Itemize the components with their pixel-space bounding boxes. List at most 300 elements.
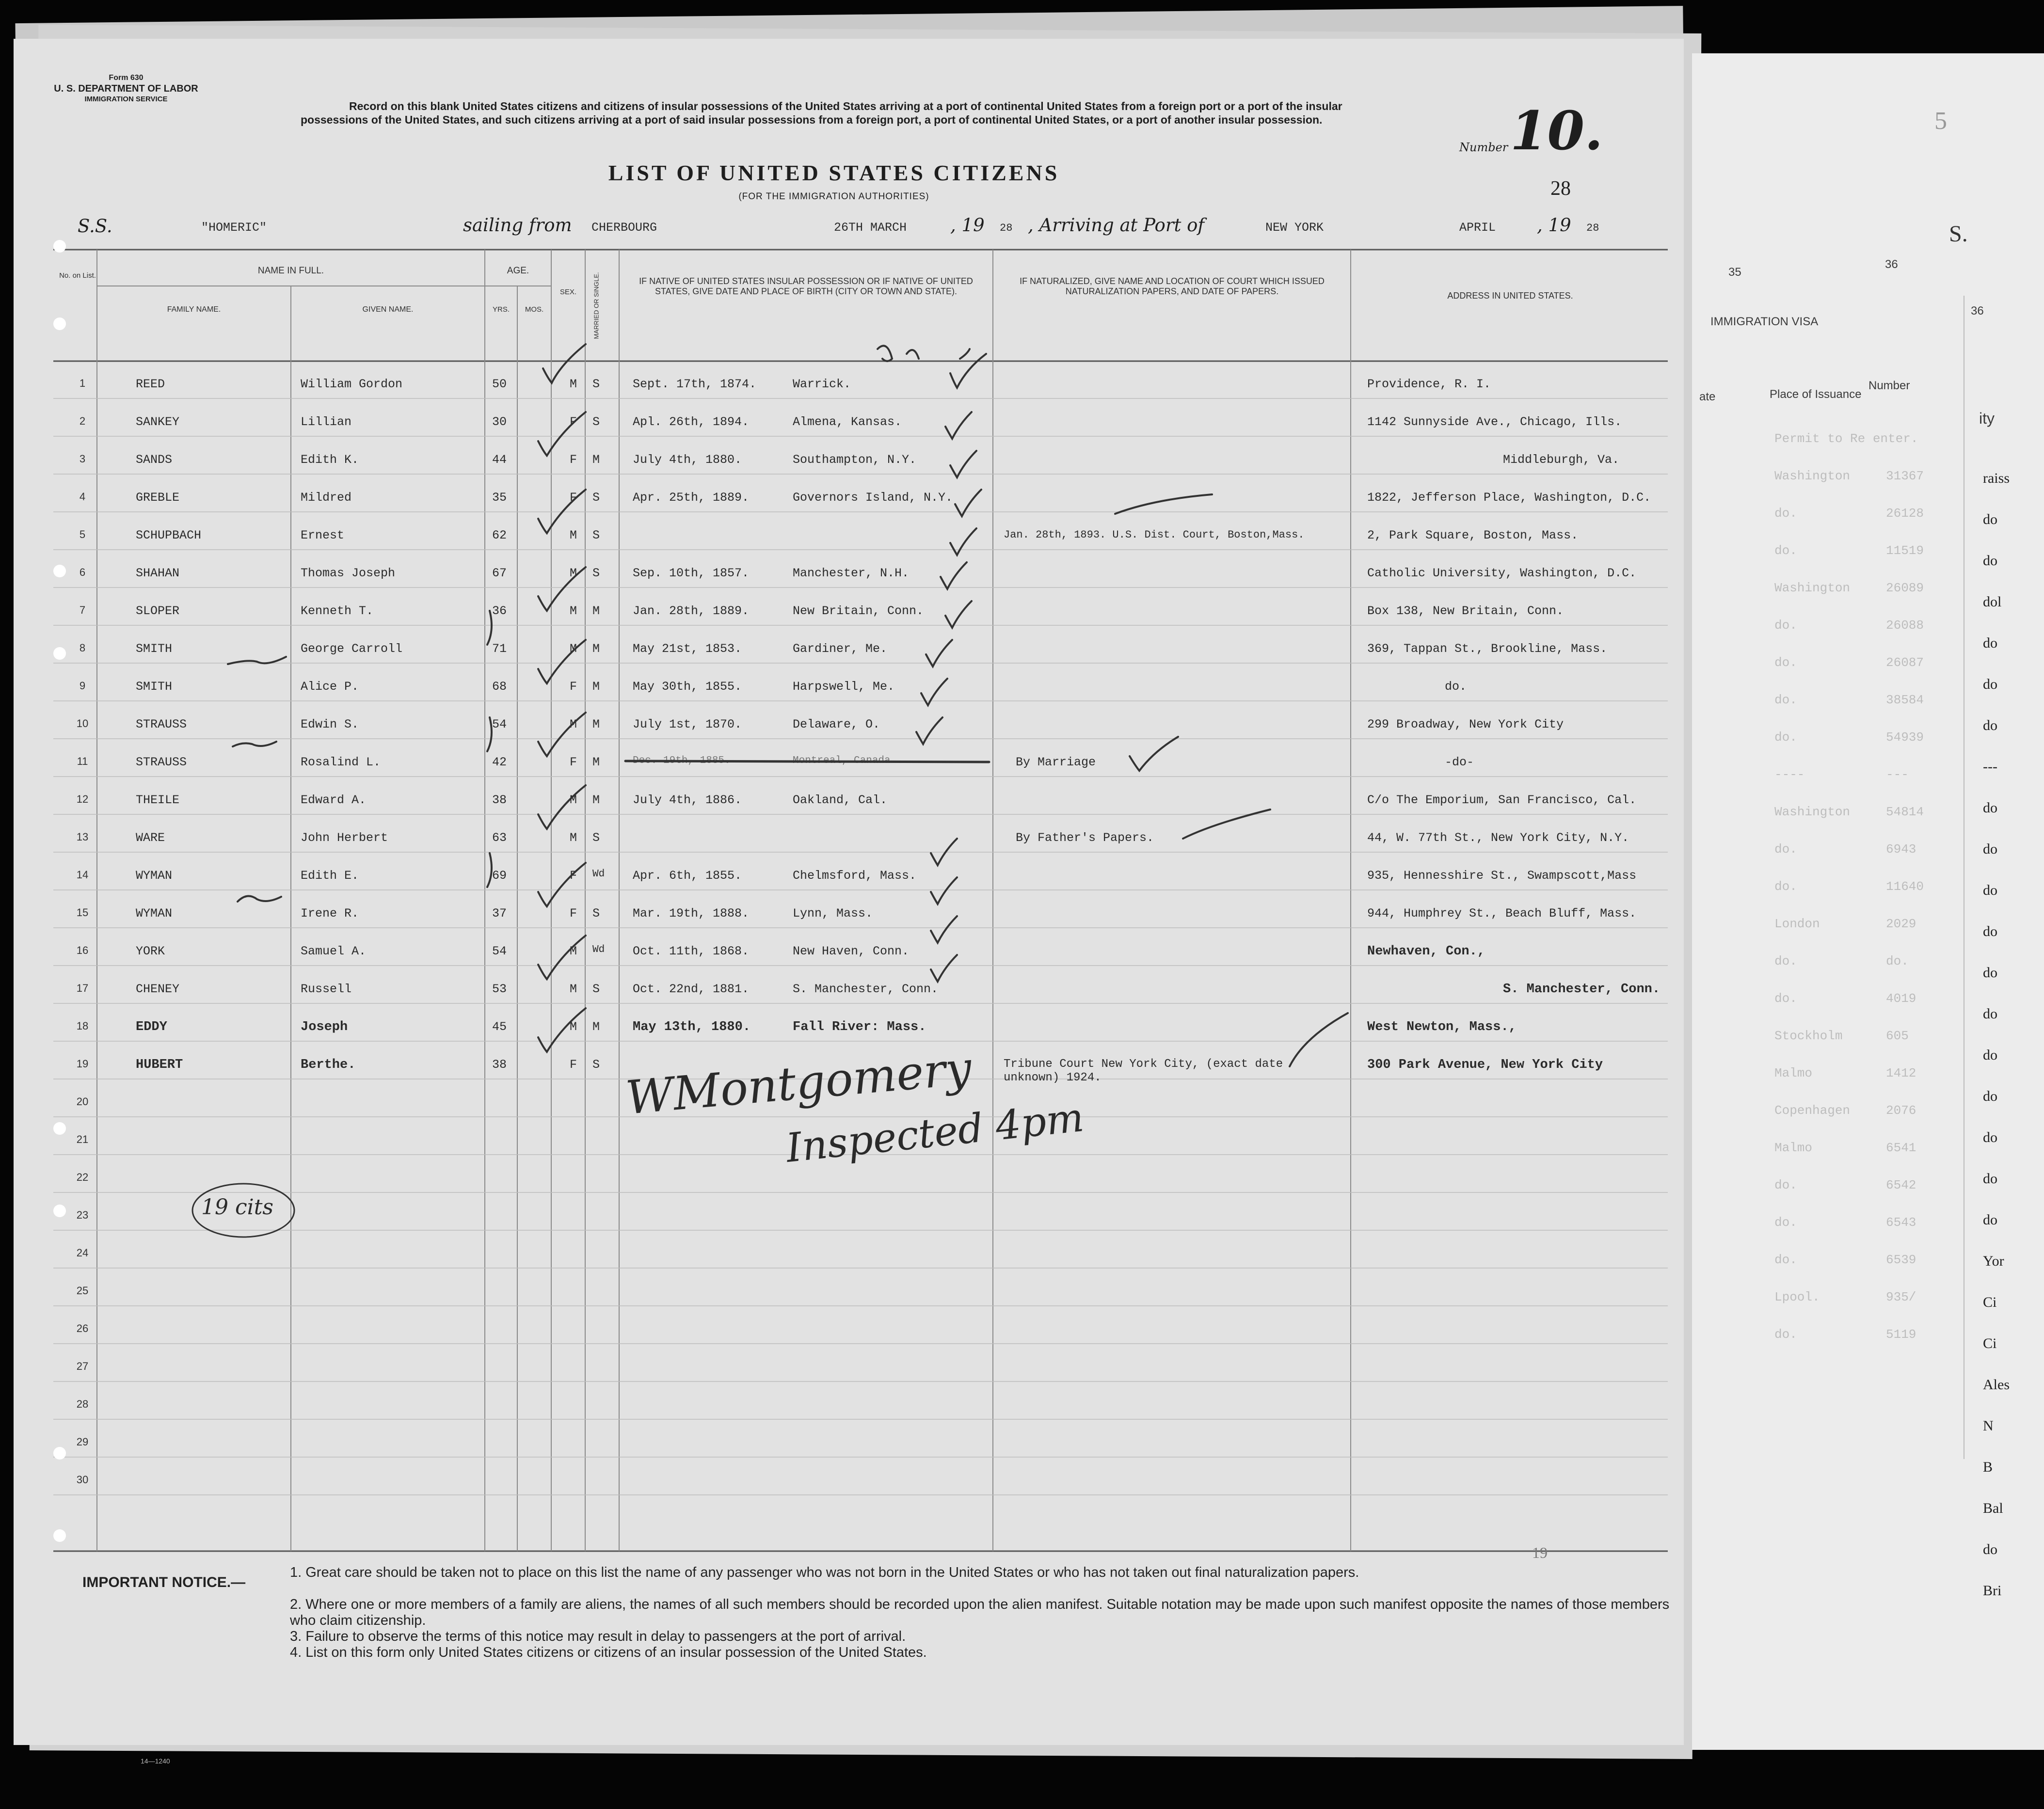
- age-years: 44: [492, 453, 507, 467]
- inspector-signature: WMontgomery: [623, 1042, 974, 1125]
- notice-item: 4. List on this form only United States citizens or citizens of an insular possession of the United States.: [290, 1645, 927, 1660]
- age-years: 36: [492, 604, 507, 618]
- age-years: 30: [492, 415, 507, 429]
- family-name: SMITH: [136, 680, 173, 694]
- age-years: 38: [492, 793, 507, 807]
- arrival-port: NEW YORK: [1265, 221, 1324, 235]
- row-number: 11: [77, 755, 88, 767]
- sailing-port: CHERBOURG: [591, 221, 657, 235]
- given-name: Joseph: [301, 1020, 348, 1034]
- marital-status: M: [592, 1020, 600, 1034]
- fragment-text: raiss: [1983, 470, 2010, 486]
- marital-status: Wd: [592, 944, 605, 955]
- row-number: 29: [76, 1436, 89, 1448]
- family-name: SMITH: [136, 642, 173, 656]
- visa-heading: IMMIGRATION VISA: [1710, 315, 1819, 328]
- address: West Newton, Mass.,: [1367, 1020, 1517, 1034]
- row-number: 18: [76, 1020, 89, 1032]
- visa-number: 5119: [1886, 1327, 1916, 1342]
- fragment-text: do: [1983, 1129, 1997, 1145]
- marital-status: M: [592, 755, 600, 769]
- age-years: 37: [492, 906, 507, 920]
- marital-status: S: [592, 377, 600, 391]
- family-name: SANKEY: [136, 415, 180, 429]
- family-name: THEILE: [136, 793, 180, 807]
- marital-status: M: [592, 642, 600, 656]
- citizen-count-note: 19 cits: [201, 1195, 273, 1220]
- page-title: LIST OF UNITED STATES CITIZENS: [608, 160, 1060, 185]
- row-number: 4: [79, 491, 86, 503]
- birth-date: Oct. 22nd, 1881.: [633, 982, 750, 996]
- birth-place: Southampton, N.Y.: [793, 453, 917, 467]
- marital-status: Wd: [592, 869, 605, 880]
- sex: F: [570, 869, 577, 883]
- address: S. Manchester, Conn.: [1503, 982, 1661, 997]
- row-number: 28: [76, 1398, 89, 1410]
- birth-date: Apr. 25th, 1889.: [633, 491, 750, 505]
- column-header-months: MOS.: [525, 305, 544, 314]
- visa-number: 38584: [1886, 693, 1924, 707]
- fragment-text: do: [1983, 717, 1997, 733]
- visa-number: 1412: [1886, 1066, 1916, 1080]
- column-number: 36: [1971, 304, 1984, 317]
- given-name: Thomas Joseph: [301, 566, 396, 580]
- visa-place: do.: [1774, 1327, 1797, 1342]
- address: Catholic University, Washington, D.C.: [1367, 566, 1637, 580]
- fragment-text: Ales: [1983, 1377, 2010, 1393]
- family-name: GREBLE: [136, 491, 180, 505]
- age-years: 35: [492, 491, 507, 505]
- service-name: IMMIGRATION SERVICE: [84, 95, 168, 103]
- visa-place: do.: [1774, 543, 1797, 558]
- column-header-name: NAME IN FULL.: [257, 266, 324, 276]
- family-name: WYMAN: [136, 869, 173, 883]
- visa-number: 31367: [1886, 469, 1924, 483]
- birth-place: Fall River: Mass.: [793, 1020, 926, 1034]
- address: Newhaven, Con.,: [1367, 944, 1485, 959]
- fragment-text: ---: [1983, 759, 1997, 775]
- visa-number: 54939: [1886, 730, 1924, 745]
- visa-place: ----: [1774, 767, 1805, 782]
- sailing-year-prefix: , 19: [950, 215, 985, 236]
- birth-date: May 13th, 1880.: [633, 1020, 751, 1034]
- visa-number: 2029: [1886, 917, 1916, 931]
- visa-place: do.: [1774, 1215, 1797, 1230]
- family-name: REED: [136, 377, 165, 391]
- row-number: 21: [76, 1133, 89, 1145]
- visa-number: 605: [1886, 1029, 1909, 1043]
- visa-place: do.: [1774, 1253, 1797, 1267]
- visa-place: Stockholm: [1774, 1029, 1843, 1043]
- sailing-date: 26TH MARCH: [834, 221, 907, 235]
- fragment-text: do: [1983, 1006, 1997, 1022]
- birth-place: New Britain, Conn.: [793, 604, 924, 618]
- address: Box 138, New Britain, Conn.: [1367, 604, 1564, 618]
- column-number: 36: [1885, 258, 1898, 271]
- age-years: 67: [492, 566, 507, 580]
- visa-number: 6542: [1886, 1178, 1916, 1192]
- department-name: U. S. DEPARTMENT OF LABOR: [54, 83, 198, 94]
- column-header-naturalization: IF NATURALIZED, GIVE NAME AND LOCATION OF COURT WHICH ISSUED NATURALIZATION PAPERS, AND DATE OF PAPERS.: [1020, 276, 1325, 296]
- family-name: YORK: [136, 944, 165, 958]
- visa-number: 26128: [1886, 506, 1924, 521]
- age-years: 42: [492, 755, 507, 769]
- visa-place: Washington: [1774, 581, 1851, 595]
- row-number: 12: [76, 793, 89, 805]
- sex: M: [570, 793, 577, 807]
- visa-place: do.: [1774, 954, 1797, 968]
- age-years: 45: [492, 1020, 507, 1034]
- family-name: WARE: [136, 831, 165, 845]
- row-number: 14: [76, 869, 89, 881]
- birth-date: May 30th, 1855.: [633, 680, 742, 694]
- notice-item: 3. Failure to observe the terms of this notice may result in delay to passengers at the port of arrival.: [290, 1629, 906, 1644]
- row-number: 23: [76, 1209, 89, 1221]
- fragment-text: do: [1983, 1047, 1997, 1063]
- age-years: 54: [492, 944, 507, 958]
- row-number: 7: [79, 604, 86, 616]
- family-name: SCHUPBACH: [136, 528, 202, 542]
- column-number: 35: [1728, 266, 1741, 279]
- page-subtitle: (FOR THE IMMIGRATION AUTHORITIES): [738, 191, 929, 202]
- given-name: Edith E.: [301, 869, 359, 883]
- fragment-text: do: [1983, 553, 1997, 569]
- visa-number: ---: [1886, 767, 1909, 782]
- age-years: 62: [492, 528, 507, 542]
- address: 299 Broadway, New York City: [1367, 717, 1564, 731]
- row-number: 3: [79, 453, 86, 465]
- row-number: 6: [79, 566, 86, 578]
- address: Providence, R. I.: [1367, 377, 1491, 391]
- given-name: Irene R.: [301, 906, 359, 920]
- address: 44, W. 77th St., New York City, N.Y.: [1367, 831, 1629, 845]
- marital-status: S: [592, 491, 600, 505]
- age-years: 68: [492, 680, 507, 694]
- column-header-given: GIVEN NAME.: [362, 305, 414, 314]
- visa-place: Malmo: [1774, 1066, 1813, 1080]
- given-name: Lillian: [301, 415, 352, 429]
- visa-place: Malmo: [1774, 1141, 1813, 1155]
- family-name: WYMAN: [136, 906, 173, 920]
- given-name: Edward A.: [301, 793, 367, 807]
- naturalization: By Father's Papers.: [1016, 831, 1154, 845]
- birth-place: S. Manchester, Conn.: [793, 982, 939, 996]
- row-number: 30: [76, 1474, 89, 1486]
- sex: M: [570, 566, 577, 580]
- family-name: STRAUSS: [136, 717, 187, 731]
- date-heading-fragment: ate: [1699, 390, 1716, 403]
- given-name: George Carroll: [301, 642, 403, 656]
- address: C/o The Emporium, San Francisco, Cal.: [1367, 793, 1637, 807]
- visa-place: do.: [1774, 730, 1797, 745]
- column-header-address: ADDRESS IN UNITED STATES.: [1447, 291, 1573, 301]
- page-total-note: 19: [1532, 1544, 1548, 1561]
- sex: F: [570, 1058, 577, 1072]
- visa-number: 4019: [1886, 991, 1916, 1006]
- visa-place: Permit to Re enter.: [1774, 431, 1918, 446]
- row-number: 9: [79, 680, 86, 692]
- given-name: Ernest: [301, 528, 345, 542]
- fragment-text: do: [1983, 923, 1997, 939]
- age-years: 71: [492, 642, 507, 656]
- visa-number: do.: [1886, 954, 1909, 968]
- sex: F: [570, 680, 577, 694]
- visa-place: do.: [1774, 693, 1797, 707]
- row-number: 16: [76, 944, 89, 956]
- birth-date: Sep. 10th, 1857.: [633, 566, 750, 580]
- marital-status: S: [592, 1058, 600, 1072]
- list-number: 10.: [1510, 99, 1603, 162]
- row-number: 25: [76, 1285, 89, 1297]
- given-name: Edith K.: [301, 453, 359, 467]
- birth-date: July 1st, 1870.: [633, 717, 742, 731]
- sex: M: [570, 528, 577, 542]
- visa-number: 935/: [1886, 1290, 1916, 1304]
- notice-label: IMPORTANT NOTICE.—: [82, 1574, 246, 1590]
- row-number: 24: [76, 1247, 89, 1259]
- page-number: 28: [1550, 177, 1571, 200]
- sex: F: [570, 755, 577, 769]
- address: 300 Park Avenue, New York City: [1367, 1058, 1603, 1072]
- marital-status: M: [592, 453, 600, 467]
- address: 1822, Jefferson Place, Washington, D.C.: [1367, 491, 1651, 505]
- birth-date: Oct. 11th, 1868.: [633, 944, 750, 958]
- number-label: Number: [1459, 141, 1508, 154]
- ship-name: "HOMERIC": [201, 221, 267, 235]
- column-header-no: No. on List.: [59, 271, 96, 280]
- visa-number: 6541: [1886, 1141, 1916, 1155]
- sex: M: [570, 642, 577, 656]
- fragment-text: do: [1983, 841, 1997, 857]
- fragment-text: do: [1983, 800, 1997, 816]
- fragment-text: do: [1983, 511, 1997, 527]
- row-number: 2: [79, 415, 86, 427]
- fragment-text: do: [1983, 1541, 1997, 1557]
- column-header-years: YRS.: [492, 305, 510, 314]
- address: 369, Tappan St., Brookline, Mass.: [1367, 642, 1608, 656]
- age-years: 38: [492, 1058, 507, 1072]
- given-name: John Herbert: [301, 831, 388, 845]
- fragment-text: do: [1983, 1212, 1997, 1228]
- fragment-text: Bri: [1983, 1583, 2002, 1599]
- birth-place: Gardiner, Me.: [793, 642, 888, 656]
- given-name: Berthe.: [301, 1058, 356, 1072]
- sex: M: [570, 604, 577, 618]
- visa-place: do.: [1774, 506, 1797, 521]
- sex: M: [570, 1020, 577, 1034]
- given-name: Kenneth T.: [301, 604, 374, 618]
- row-number: 27: [76, 1360, 89, 1372]
- birth-date: Sept. 17th, 1874.: [633, 377, 757, 391]
- address: 935, Hennesshire St., Swampscott,Mass: [1367, 869, 1637, 883]
- row-number: 13: [76, 831, 89, 843]
- column-header-birth: IF NATIVE OF UNITED STATES INSULAR POSSESSION OR IF NATIVE OF UNITED STATES, GIVE DATE AND PLACE OF BIRTH (CITY OR TOWN AND STATE).: [639, 276, 973, 296]
- row-number: 22: [76, 1171, 89, 1183]
- family-name: CHENEY: [136, 982, 180, 996]
- family-name: EDDY: [136, 1020, 167, 1034]
- birth-date: May 21st, 1853.: [633, 642, 742, 656]
- address: 1142 Sunnyside Ave., Chicago, Ills.: [1367, 415, 1622, 429]
- visa-place: do.: [1774, 618, 1797, 633]
- birth-date: Dec. 19th, 1885.: [633, 755, 731, 766]
- birth-place: Delaware, O.: [793, 717, 880, 731]
- birth-place: New Haven, Conn.: [793, 944, 910, 958]
- row-number: 10: [76, 717, 89, 730]
- birth-date: Jan. 28th, 1889.: [633, 604, 750, 618]
- sex: F: [570, 491, 577, 505]
- fragment-text: do: [1983, 882, 1997, 898]
- birth-place: Oakland, Cal.: [793, 793, 888, 807]
- column-header-marital: MARRIED OR SINGLE.: [592, 272, 600, 339]
- fragment-text: dol: [1983, 594, 2002, 610]
- marital-status: S: [592, 906, 600, 920]
- fragment-text: B: [1983, 1459, 1993, 1475]
- given-name: Mildred: [301, 491, 352, 505]
- fragment-text: Yor: [1983, 1253, 2004, 1269]
- sex: F: [570, 415, 577, 429]
- visa-number: 26089: [1886, 581, 1924, 595]
- birth-place: Governors Island, N.Y.: [793, 491, 953, 505]
- ss-label: S.S.: [78, 216, 112, 237]
- address: do.: [1445, 680, 1467, 694]
- sex: M: [570, 377, 577, 391]
- family-name: HUBERT: [136, 1058, 183, 1072]
- sex: M: [570, 717, 577, 731]
- visa-place: Copenhagen: [1774, 1103, 1851, 1118]
- family-name: STRAUSS: [136, 755, 187, 769]
- given-name: Rosalind L.: [301, 755, 381, 769]
- sex: M: [570, 831, 577, 845]
- age-years: 54: [492, 717, 507, 731]
- birth-place: Montreal, Canada: [793, 755, 891, 766]
- arrival-date: APRIL: [1459, 221, 1496, 235]
- marital-status: M: [592, 717, 600, 731]
- sailing-year-suffix: 28: [1000, 222, 1013, 234]
- column-header-sex: SEX.: [559, 288, 577, 296]
- marital-status: S: [592, 528, 600, 542]
- column-header-age: AGE.: [507, 266, 529, 276]
- place-heading: Place of Issuance: [1770, 388, 1862, 401]
- birth-date: Apl. 26th, 1894.: [633, 415, 750, 429]
- sex: F: [570, 453, 577, 467]
- visa-number: 26088: [1886, 618, 1924, 633]
- visa-number: 54814: [1886, 805, 1924, 819]
- row-number: 19: [76, 1058, 89, 1070]
- marital-status: S: [592, 982, 600, 996]
- fragment-text: do: [1983, 676, 1997, 692]
- age-years: 63: [492, 831, 507, 845]
- visa-number: 6543: [1886, 1215, 1916, 1230]
- fragment-text: do: [1983, 1171, 1997, 1187]
- birth-date: Mar. 19th, 1888.: [633, 906, 750, 920]
- marital-status: M: [592, 680, 600, 694]
- given-name: William Gordon: [301, 377, 403, 391]
- given-name: Edwin S.: [301, 717, 359, 731]
- visa-place: Lpool.: [1774, 1290, 1820, 1304]
- birth-place: Harpswell, Me.: [793, 680, 895, 694]
- given-name: Russell: [301, 982, 352, 996]
- marital-status: M: [592, 604, 600, 618]
- visa-place: do.: [1774, 879, 1797, 894]
- naturalization: Tribune Court New York City, (exact date unknown) 1924.: [1004, 1058, 1283, 1084]
- fragment-text: do: [1983, 635, 1997, 651]
- column-header-family: FAMILY NAME.: [167, 305, 221, 314]
- record-instructions: Record on this blank United States citizens and citizens of insular possessions of the United States arriving at a port of continental United States from a foreign port or a port of the insular possessions of the United States, and such citizens arriving at a port of said insular possessions from a foreign port, a port of continental United States, or a port of another insular possession.: [301, 100, 1342, 126]
- birth-place: Warrick.: [793, 377, 851, 391]
- visa-number: 2076: [1886, 1103, 1916, 1118]
- number-heading: Number: [1868, 379, 1910, 392]
- sex: F: [570, 906, 577, 920]
- notice-item: 1. Great care should be taken not to place on this list the name of any passenger who was not born in the United States or who has not taken out final naturalization papers.: [290, 1565, 1359, 1580]
- birth-date: July 4th, 1880.: [633, 453, 742, 467]
- visa-number: 11519: [1886, 543, 1924, 558]
- family-name: SHAHAN: [136, 566, 180, 580]
- family-name: SLOPER: [136, 604, 180, 618]
- print-code: 14—1240: [141, 1757, 170, 1765]
- visa-place: do.: [1774, 991, 1797, 1006]
- birth-date: Apr. 6th, 1855.: [633, 869, 742, 883]
- row-number: 5: [79, 528, 86, 540]
- row-number: 8: [79, 642, 86, 654]
- given-name: Samuel A.: [301, 944, 367, 958]
- row-number: 1: [79, 377, 86, 389]
- visa-number: 26087: [1886, 655, 1924, 670]
- page-number-faint: 5: [1934, 107, 1947, 135]
- birth-place: Lynn, Mass.: [793, 906, 873, 920]
- age-years: 50: [492, 377, 507, 391]
- family-name: SANDS: [136, 453, 173, 467]
- address: Middleburgh, Va.: [1503, 453, 1620, 467]
- arrival-year-suffix: 28: [1586, 222, 1599, 234]
- sex: M: [570, 944, 577, 958]
- birth-place: Manchester, N.H.: [793, 566, 910, 580]
- visa-place: Washington: [1774, 805, 1851, 819]
- arriving-label: , Arriving at Port of: [1028, 215, 1205, 236]
- visa-place: do.: [1774, 842, 1797, 857]
- naturalization: By Marriage: [1016, 755, 1096, 769]
- visa-place: do.: [1774, 1178, 1797, 1192]
- address: -do-: [1445, 755, 1474, 769]
- city-heading-fragment: ity: [1979, 410, 1995, 427]
- row-number: 15: [76, 906, 89, 919]
- visa-number: 11640: [1886, 879, 1924, 894]
- row-number: 26: [76, 1322, 89, 1334]
- visa-place: London: [1774, 917, 1820, 931]
- age-years: 53: [492, 982, 507, 996]
- row-number: 20: [76, 1095, 89, 1108]
- birth-date: July 4th, 1886.: [633, 793, 742, 807]
- sex: M: [570, 982, 577, 996]
- fragment-text: do: [1983, 965, 1997, 981]
- fragment-text: N: [1983, 1418, 1994, 1434]
- visa-number: 6943: [1886, 842, 1916, 857]
- arrival-year-prefix: , 19: [1537, 215, 1571, 236]
- marital-status: M: [592, 793, 600, 807]
- fragment-text: do: [1983, 1088, 1997, 1104]
- visa-number: 6539: [1886, 1253, 1916, 1267]
- fragment-text: Bal: [1983, 1500, 2003, 1516]
- notice-item: 2. Where one or more members of a family are aliens, the names of all such members should be recorded upon the alien manifest. Suitable notation may be made upon such manifest opposite the names of those members who claim citizenship.: [290, 1597, 1670, 1628]
- marital-status: S: [592, 566, 600, 580]
- visa-place: Washington: [1774, 469, 1851, 483]
- inspected-note: Inspected 4pm: [783, 1095, 1086, 1172]
- given-name: Alice P.: [301, 680, 359, 694]
- naturalization: Jan. 28th, 1893. U.S. Dist. Court, Boston,Mass.: [1004, 529, 1305, 541]
- birth-place: Almena, Kansas.: [793, 415, 902, 429]
- fragment-text: Ci: [1983, 1294, 1997, 1310]
- fragment-text: Ci: [1983, 1335, 1997, 1351]
- address: 2, Park Square, Boston, Mass.: [1367, 528, 1579, 542]
